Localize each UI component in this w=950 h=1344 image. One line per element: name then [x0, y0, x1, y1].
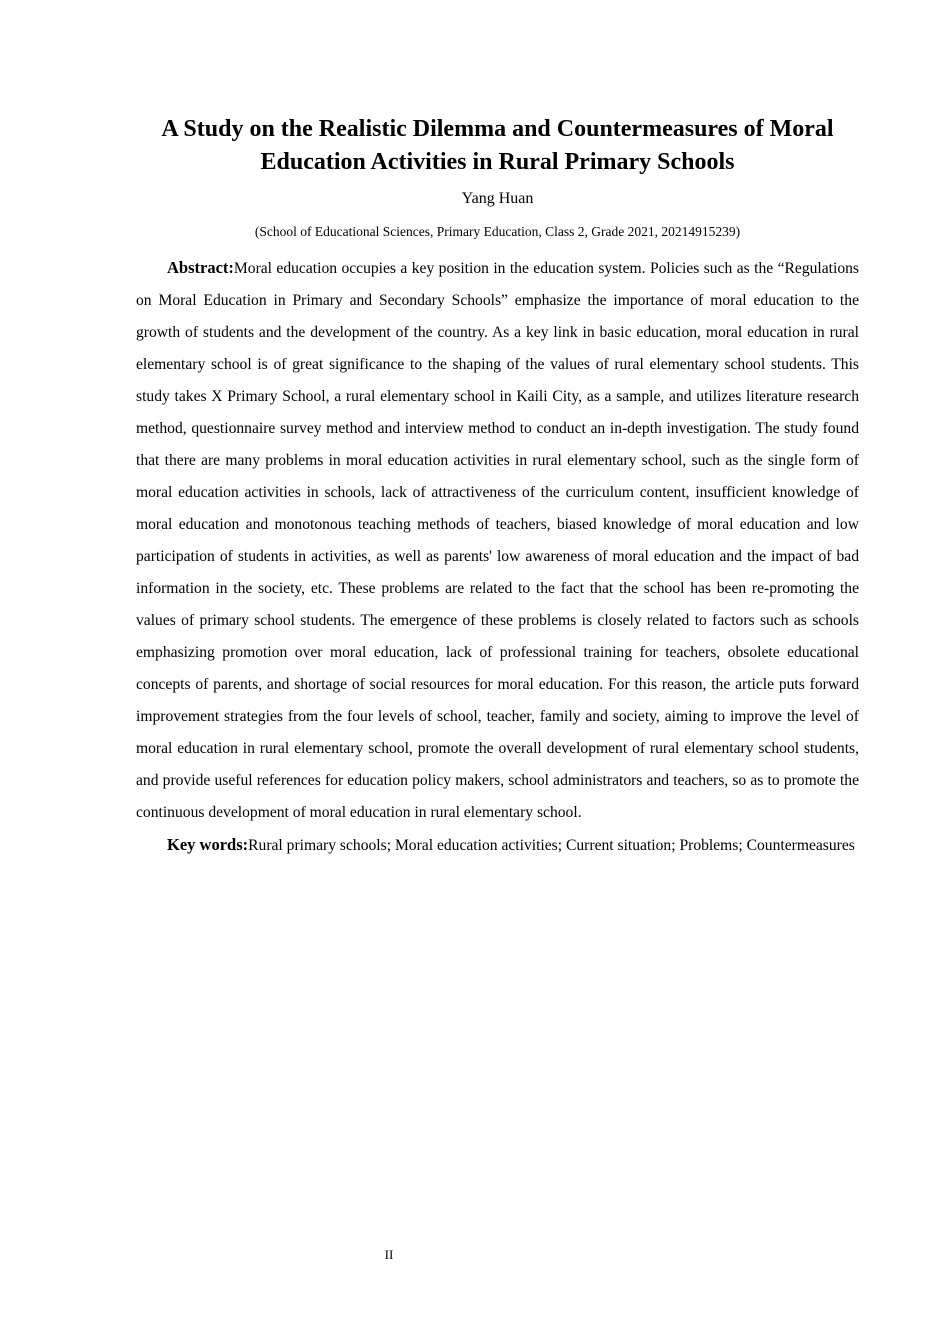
- keywords-label: Key words:: [167, 835, 249, 854]
- abstract-text: Moral education occupies a key position in the education system. Policies such as the “Regulations on Moral Education in Primary and Secondary Schools” emphasize the importance of moral education to the growth of students and the development of the country. As a key link in basic education, moral education in rural elementary school is of great significance to the shaping of the values of rural elementary school students. This study takes X Primary School, a rural elementary school in Kaili City, as a sample, and utilizes literature research method, questionnaire survey method and interview method to conduct an in-depth investigation. The study found that there are many problems in moral education activities in rural elementary school, such as the single form of moral education activities in schools, lack of attractiveness of the curriculum content, insufficient knowledge of moral education and monotonous teaching methods of teachers, biased knowledge of moral education and low participation of students in activities, as well as parents' low awareness of moral education and the impact of bad information in the society, etc. These problems are related to the fact that the school has been re-promoting the values of primary school students. The emergence of these problems is closely related to factors such as schools emphasizing promotion over moral education, lack of professional training for teachers, obsolete educational concepts of parents, and shortage of social resources for moral education. For this reason, the article puts forward improvement strategies from the four levels of school, teacher, family and society, aiming to improve the level of moral education in rural elementary school, promote the overall development of rural elementary school students, and provide useful references for education policy makers, school administrators and teachers, so as to promote the continuous development of moral education in rural elementary school.: [136, 260, 859, 821]
- abstract-paragraph: [136, 252, 859, 829]
- author-name: Yang Huan: [461, 190, 534, 207]
- keywords-text: Rural primary schools; Moral education activities; Current situation; Problems; Countermeasures: [248, 837, 855, 854]
- page-number: II: [384, 1247, 394, 1262]
- abstract-label: Abstract:: [167, 258, 234, 277]
- author-affiliation: (School of Educational Sciences, Primary Education, Class 2, Grade 2021, 20214915239): [254, 224, 741, 239]
- keywords-paragraph: [136, 829, 859, 862]
- abstract-section: [136, 252, 859, 862]
- page-title: A Study on the Realistic Dilemma and Countermeasures of Moral Education Activities in Rural Primary Schools: [161, 116, 834, 175]
